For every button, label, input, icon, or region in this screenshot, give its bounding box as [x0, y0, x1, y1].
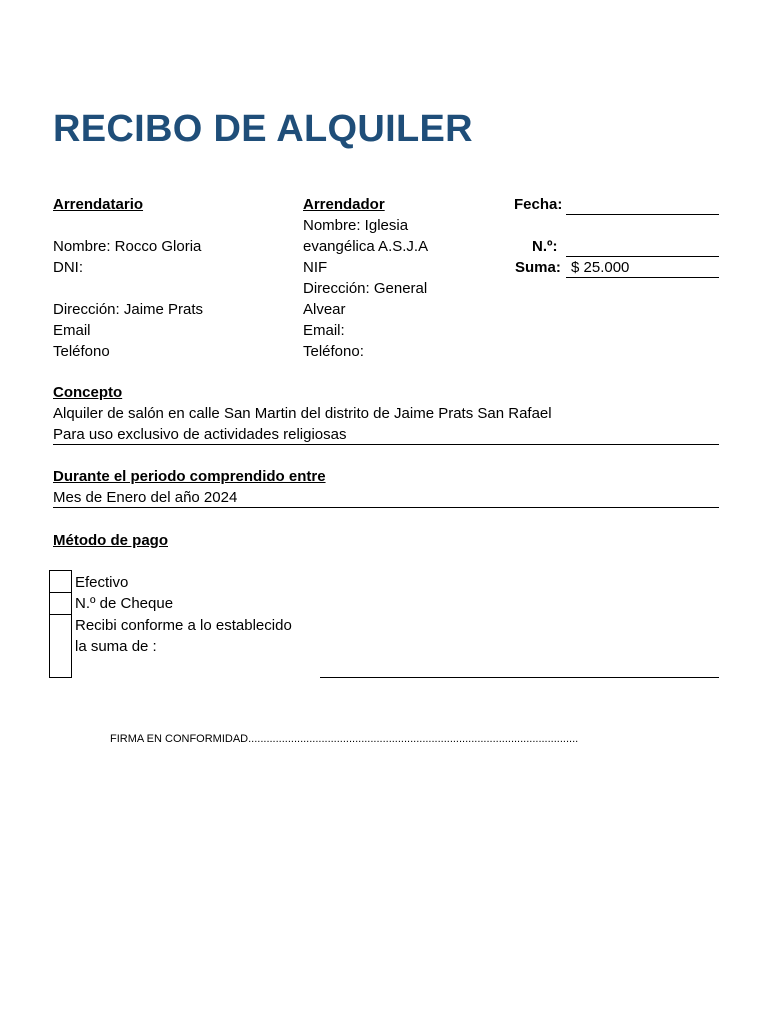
fecha-label: Fecha: — [514, 196, 563, 213]
periodo-underline — [53, 507, 719, 508]
periodo-heading: Durante el periodo comprendido entre — [53, 468, 326, 485]
arrendatario-telefono: Teléfono — [53, 343, 110, 360]
suma-de-underline — [320, 677, 719, 678]
arrendador-direccion-line1: Dirección: General — [303, 280, 428, 297]
arrendatario-direccion: Dirección: Jaime Prats — [53, 301, 204, 318]
conforme-line2: la suma de : — [75, 638, 157, 655]
conforme-line1: Recibi conforme a lo establecido — [75, 617, 292, 634]
arrendatario-nombre: Nombre: Rocco Gloria — [53, 238, 202, 255]
arrendador-nombre-line1: Nombre: Iglesia — [303, 217, 409, 234]
metodo-pago-heading: Método de pago — [53, 532, 168, 549]
efectivo-label: Efectivo — [75, 574, 129, 591]
concepto-heading: Concepto — [53, 384, 123, 401]
fecha-underline — [566, 214, 719, 215]
arrendador-nombre-line2: evangélica A.S.J.A — [303, 238, 429, 255]
arrendador-email: Email: — [303, 322, 345, 339]
cheque-label: N.º de Cheque — [75, 595, 174, 612]
arrendador-nif: NIF — [303, 259, 328, 276]
arrendador-telefono: Teléfono: — [303, 343, 364, 360]
concepto-line1: Alquiler de salón en calle San Martin del distrito de Jaime Prats San Rafael — [53, 405, 552, 422]
suma-value: $ 25.000 — [571, 259, 630, 276]
cheque-checkbox[interactable] — [49, 592, 72, 615]
arrendador-direccion-line2: Alvear — [303, 301, 346, 318]
arrendador-heading: Arrendador — [303, 196, 385, 213]
concepto-line2: Para uso exclusivo de actividades religiosas — [53, 426, 347, 443]
page-title: RECIBO DE ALQUILER — [53, 108, 473, 150]
conforme-box — [49, 614, 72, 678]
numero-label: N.º: — [532, 238, 558, 255]
arrendatario-dni: DNI: — [53, 259, 83, 276]
periodo-value: Mes de Enero del año 2024 — [53, 489, 238, 506]
concepto-underline — [53, 444, 719, 445]
firma-conformidad: FIRMA EN CONFORMIDAD............................................................................................................ — [110, 733, 579, 745]
efectivo-checkbox[interactable] — [49, 570, 72, 593]
suma-underline — [566, 277, 719, 278]
arrendatario-email: Email — [53, 322, 91, 339]
suma-label: Suma: — [515, 259, 561, 276]
arrendatario-heading: Arrendatario — [53, 196, 144, 213]
